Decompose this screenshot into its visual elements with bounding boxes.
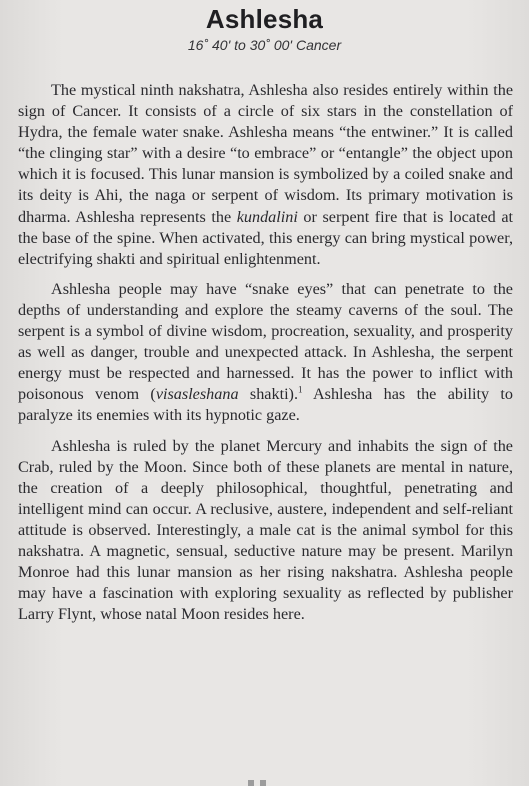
body-text: [18, 80, 513, 634]
text-run: Ashlesha people may have “snake eyes” that can penetrate to the depths of understanding and explore the steamy caverns of the soul. The serpent is a symbol of divine wisdom, procreation, sexuality, and prosperity as well as danger, trouble and unexpected attack. In Ashlesha, the serpent energy must be respected and harnessed. It has the power to inflict with poisonous venom (: [18, 279, 513, 404]
text-run: The mystical ninth nakshatra, Ashlesha also resides entirely within the sign of Cancer. It consists of a circle of six stars in the constellation of Hydra, the female water snake. Ashlesha means “the entwiner.” It is called “the clinging star” with a desire “to embrace” or “entangle” the object upon which it is focused. This lunar mansion is symbolized by a coiled snake and its deity is Ahi, the naga or serpent of wisdom. Its primary motivation is dharma. Ashlesha represents the: [18, 81, 513, 226]
page-subtitle: 16˚ 40' to 30˚ 00' Cancer: [187, 37, 342, 53]
page-title: Ashlesha: [205, 4, 324, 34]
footnote-reference[interactable]: 1: [298, 384, 303, 395]
text-run: Ashlesha has the ability to paralyze its enemies with its hypnotic gaze.: [18, 385, 513, 425]
paragraph-2: [18, 279, 513, 427]
text-run: or serpent fire that is located at the base of the spine. When activated, this energy can bring mystical power, electrifying shakti and spiritual enlightenment.: [18, 207, 513, 268]
paragraph-1: [18, 80, 513, 270]
paragraph-3: [18, 436, 513, 626]
text-run: shakti).: [238, 385, 298, 404]
italic-term-kundalini: kundalini: [236, 207, 298, 226]
cut-off-page-number: [240, 780, 290, 786]
italic-term-visasleshana: visasleshana: [155, 385, 239, 404]
text-run: Ashlesha is ruled by the planet Mercury and inhabits the sign of the Crab, ruled by the Moon. Since both of these planets are mental in nature, the creation of a deeply philosophical, thoughtful, penetrating and intelligent mind can occur. A reclusive, austere, independent and self-reliant attitude is observed. Interestingly, a male cat is the animal symbol for this nakshatra. A magnetic, sensual, seductive nature may be present. Marilyn Monroe had this lunar mansion as her rising nakshatra. Ashlesha people may have a fascination with exploring sexuality as reflected by publisher Larry Flynt, whose natal Moon resides here.: [18, 436, 513, 624]
